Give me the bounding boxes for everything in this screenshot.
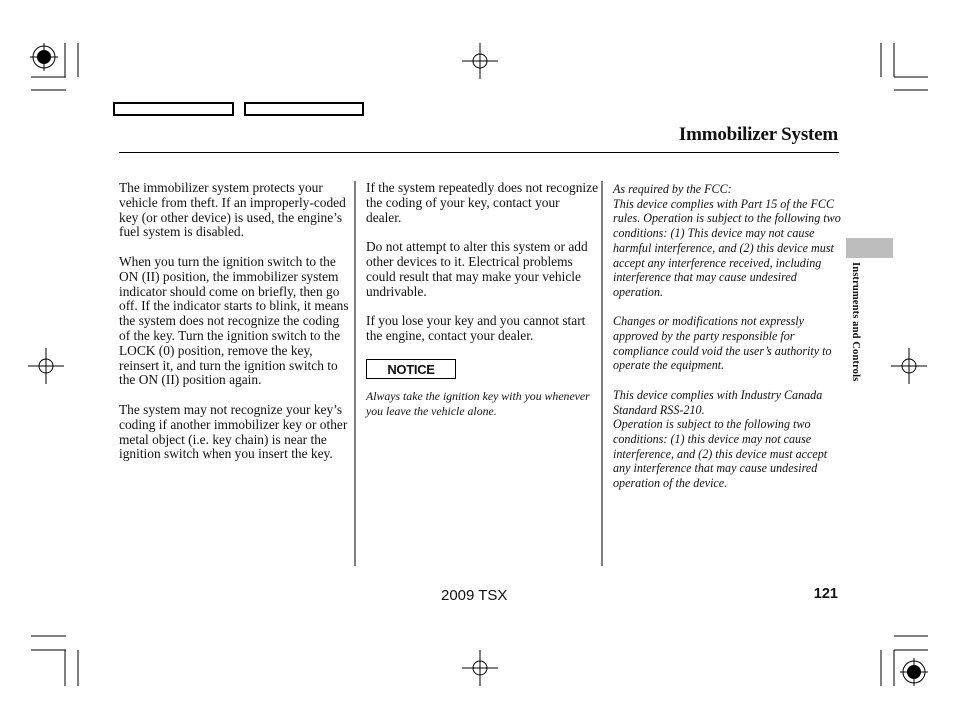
body-column-2 bbox=[366, 181, 598, 359]
paragraph: The immobilizer system protects your vehicle from theft. If an improperly-coded key (or other device) is used, the engine’s fuel system is disabled. bbox=[119, 180, 346, 240]
paragraph: When you turn the ignition switch to the ON (II) position, the immobilizer system indicator should come on briefly, then go off. If the indicator starts to blink, it means the system does not recognize the coding of the key. Turn the ignition switch to the LOCK (0) position, remove the key, reinsert it, and turn the ignition switch to the ON (II) position again. bbox=[119, 253, 349, 388]
registration-target-icon bbox=[30, 43, 58, 71]
notice-text: Always take the ignition key with you whenever you leave the vehicle alone. bbox=[366, 389, 590, 418]
header-rule bbox=[119, 152, 839, 153]
fcc-heading: As required by the FCC: bbox=[613, 182, 732, 196]
canada-heading: This device complies with Industry Canada Standard RSS-210. bbox=[613, 387, 823, 417]
header-tab-box-left bbox=[113, 102, 234, 116]
body-column-3 bbox=[613, 182, 843, 505]
crosshair-icon bbox=[28, 348, 64, 384]
changes-statement: Changes or modifications not expressly approved by the party responsible for compliance could void the user’s authority to operate the equipment. bbox=[613, 314, 832, 373]
page-number: 121 bbox=[813, 586, 838, 602]
registration-target-icon bbox=[900, 658, 928, 686]
paragraph: The system may not recognize your key’s coding if another immobilizer key or other metal object (i.e. key chain) is near the ignition switch when you insert the key. bbox=[119, 401, 348, 462]
section-tab bbox=[846, 238, 893, 258]
header-tab-box-right bbox=[244, 102, 364, 116]
paragraph: If you lose your key and you cannot start the engine, contact your dealer. bbox=[366, 313, 586, 343]
fcc-statement: This device complies with Part 15 of the FCC rules. Operation is subject to the following two conditions: (1) This device may not cause harmful interference, and (2) this device must accept any interference received, including interference that may cause undesired operation. bbox=[613, 196, 841, 299]
paragraph: Do not attempt to alter this system or add other devices to it. Electrical problems could result that may make your vehicle undrivable. bbox=[366, 239, 588, 299]
canada-statement: Operation is subject to the following two conditions: (1) this device may not cause interference, and (2) this device must accept any interference that may cause undesired operation of the device. bbox=[613, 417, 828, 491]
crosshair-icon bbox=[462, 650, 498, 686]
paragraph: If the system repeatedly does not recognize the coding of your key, contact your dealer. bbox=[366, 180, 599, 225]
crosshair-icon bbox=[462, 43, 498, 79]
notice-badge: NOTICE bbox=[366, 359, 456, 379]
footer-model: 2009 TSX bbox=[441, 587, 508, 604]
page-title: Immobilizer System bbox=[678, 124, 838, 145]
crosshair-icon bbox=[891, 348, 927, 384]
body-column-1 bbox=[119, 181, 351, 477]
section-label: Instruments and Controls bbox=[850, 262, 861, 382]
